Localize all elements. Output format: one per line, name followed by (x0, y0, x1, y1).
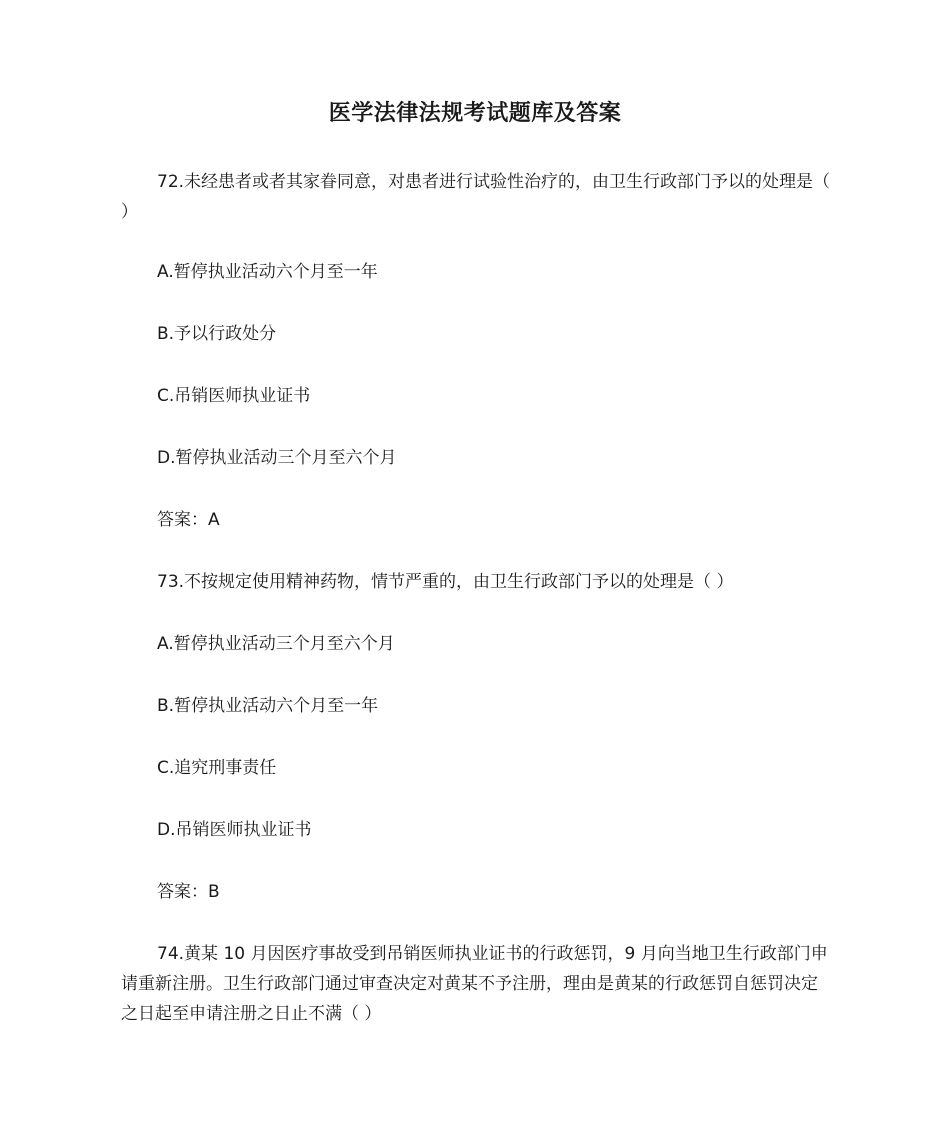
question-73-stem: 73.不按规定使用精神药物，情节严重的，由卫生行政部门予以的处理是（ ） (157, 572, 734, 592)
question-73-option-a: A.暂停执业活动三个月至六个月 (157, 634, 395, 654)
question-73-option-c: C.追究刑事责任 (157, 758, 277, 778)
question-73-option-d: D.吊销医师执业证书 (157, 820, 312, 840)
question-73-option-b: B.暂停执业活动六个月至一年 (157, 696, 379, 716)
question-73-answer: 答案：B (157, 882, 220, 902)
question-72-option-d: D.暂停执业活动三个月至六个月 (157, 448, 397, 468)
question-72-option-c: C.吊销医师执业证书 (157, 386, 311, 406)
question-72-answer: 答案：A (157, 510, 220, 530)
question-72-option-b: B.予以行政处分 (157, 324, 277, 344)
question-74-stem: 74.黄某 10 月因医疗事故受到吊销医师执业证书的行政惩罚，9 月向当地卫生行政部门申请重新注册。卫生行政部门通过审查决定对黄某不予注册，理由是黄某的行政惩罚自惩罚决定之日起至申请注册之日止不满（ ） (121, 944, 828, 1024)
document-title: 医学法律法规考试题库及答案 (328, 101, 622, 126)
question-72-option-a: A.暂停执业活动六个月至一年 (157, 262, 378, 282)
question-72-stem: 72.未经患者或者其家眷同意，对患者进行试验性治疗的，由卫生行政部门予以的处理是（ ） (121, 172, 831, 222)
